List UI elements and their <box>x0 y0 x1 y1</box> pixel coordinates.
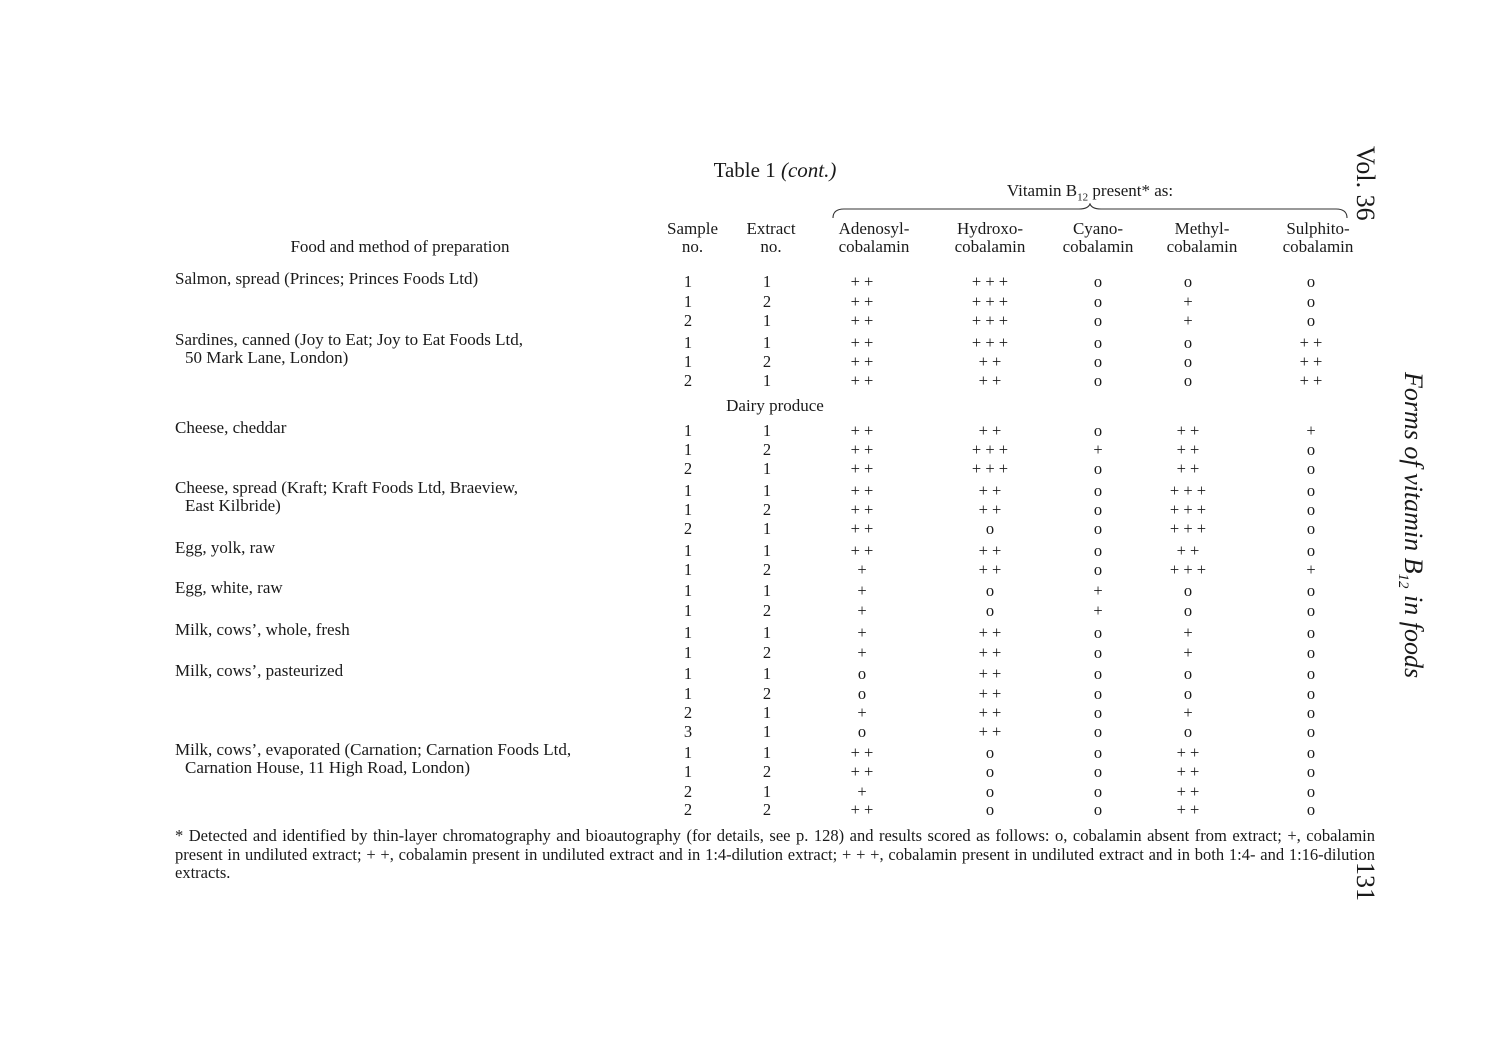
cell-hydroxo: + + <box>978 421 1002 440</box>
header-methyl-line1: Methyl- <box>1174 219 1230 238</box>
header-food: Food and method of preparation <box>290 237 510 256</box>
table-row <box>0 722 1400 742</box>
cell-extract: 1 <box>762 541 772 560</box>
cell-hydroxo: + + + <box>971 440 1009 459</box>
cell-sulphito: o <box>1306 722 1316 741</box>
cell-sulphito: o <box>1306 782 1316 801</box>
cell-methyl: + <box>1183 311 1193 330</box>
cell-adenosyl: + + <box>850 440 874 459</box>
cell-hydroxo: + + <box>978 541 1002 560</box>
cell-hydroxo: + + <box>978 500 1002 519</box>
food-name: Milk, cows’, pasteurized <box>175 661 344 680</box>
cell-cyano: o <box>1093 623 1103 642</box>
food-name: Cheese, spread (Kraft; Kraft Foods Ltd, Braeview, <box>175 478 519 497</box>
table-footnote: * Detected and identified by thin-layer chromatography and bioautography (for details, see p. 128) and results scored as follows: o, cobalamin absent from extract; +, cobalamin present in undiluted extract; + +, cobalamin present in undiluted extract and in 1:4-dilution extract; + + +, cobalamin present in undiluted extract and in both 1:4- and 1:16-dilution extracts. <box>175 826 1375 882</box>
section-dairy-produce: Dairy produce <box>726 396 824 415</box>
cell-cyano: o <box>1093 481 1103 500</box>
cell-sample: 2 <box>683 703 693 722</box>
table-row <box>0 782 1400 802</box>
table-row <box>0 519 1400 539</box>
cell-cyano: o <box>1093 500 1103 519</box>
cell-adenosyl: + <box>857 623 867 642</box>
header-cyano <box>1050 220 1146 256</box>
cell-methyl: + + <box>1176 782 1200 801</box>
cell-extract: 2 <box>762 684 772 703</box>
cell-hydroxo: + + + <box>971 272 1009 291</box>
cell-sample: 1 <box>683 560 693 579</box>
cell-hydroxo: + + <box>978 684 1002 703</box>
cell-hydroxo: + + + <box>971 459 1009 478</box>
table-title <box>660 158 890 183</box>
cell-adenosyl: + <box>857 782 867 801</box>
cell-extract: 1 <box>762 782 772 801</box>
cell-adenosyl: + + <box>850 519 874 538</box>
cell-sulphito: o <box>1306 684 1316 703</box>
cell-sulphito: o <box>1306 762 1316 781</box>
running-title-sub: 12 <box>1394 573 1411 589</box>
table-row <box>0 601 1400 621</box>
header-extract-line1: Extract <box>746 219 796 238</box>
cell-hydroxo: + + + <box>971 333 1009 352</box>
table-row <box>0 643 1400 663</box>
cell-methyl: + + <box>1176 743 1200 762</box>
cell-sulphito: o <box>1306 459 1316 478</box>
running-head-volume: Vol. 36 <box>1351 146 1380 221</box>
cell-sample: 1 <box>683 481 693 500</box>
header-methyl-line2: cobalamin <box>1166 237 1238 256</box>
cell-extract: 1 <box>762 703 772 722</box>
cell-extract: 1 <box>762 272 772 291</box>
cell-cyano: o <box>1093 643 1103 662</box>
cell-sulphito: + <box>1306 421 1316 440</box>
cell-adenosyl: + <box>857 581 867 600</box>
table-row <box>0 538 1400 561</box>
cell-sulphito: o <box>1306 272 1316 291</box>
table-row <box>0 500 1400 520</box>
cell-cyano: o <box>1093 762 1103 781</box>
cell-adenosyl: o <box>857 722 867 741</box>
cell-adenosyl: + + <box>850 292 874 311</box>
cell-adenosyl: + + <box>850 743 874 762</box>
cell-sample: 1 <box>683 500 693 519</box>
food-name: Cheese, cheddar <box>175 418 287 437</box>
cell-sulphito: o <box>1306 800 1316 819</box>
table-row <box>0 762 1400 782</box>
header-extract-line2: no. <box>760 237 782 256</box>
cell-hydroxo: + + + <box>971 311 1009 330</box>
cell-sulphito: o <box>1306 743 1316 762</box>
cell-methyl: + + <box>1176 440 1200 459</box>
cell-methyl: + <box>1183 643 1193 662</box>
cell-sulphito: o <box>1306 440 1316 459</box>
cell-cyano: o <box>1093 722 1103 741</box>
cell-methyl: o <box>1183 333 1193 352</box>
cell-adenosyl: + <box>857 601 867 620</box>
table-row <box>0 620 1400 643</box>
table-title-text: Table 1 <box>713 158 776 182</box>
cell-sample: 1 <box>683 333 693 352</box>
cell-hydroxo: + + <box>978 352 1002 371</box>
cell-cyano: o <box>1093 560 1103 579</box>
cell-adenosyl: o <box>857 684 867 703</box>
cell-sulphito: + + <box>1299 333 1323 352</box>
cell-methyl: o <box>1183 684 1193 703</box>
cell-sample: 1 <box>683 762 693 781</box>
cell-adenosyl: + + <box>850 481 874 500</box>
cell-methyl: + + <box>1176 459 1200 478</box>
cell-methyl: + + <box>1176 762 1200 781</box>
cell-sulphito: + <box>1306 560 1316 579</box>
cell-sample: 1 <box>683 664 693 683</box>
cell-adenosyl: + + <box>850 272 874 291</box>
cell-cyano: o <box>1093 703 1103 722</box>
cell-sample: 1 <box>683 272 693 291</box>
cell-methyl: + + + <box>1169 519 1207 538</box>
cell-sulphito: o <box>1306 481 1316 500</box>
cell-adenosyl: + + <box>850 352 874 371</box>
cell-cyano: o <box>1093 292 1103 311</box>
cell-extract: 2 <box>762 800 772 819</box>
cell-extract: 1 <box>762 371 772 390</box>
cell-hydroxo: + + <box>978 371 1002 390</box>
cell-adenosyl: + <box>857 703 867 722</box>
table-row <box>0 703 1400 723</box>
cell-methyl: + <box>1183 292 1193 311</box>
cell-hydroxo: o <box>985 800 995 819</box>
table-row <box>0 418 1400 441</box>
cell-extract: 1 <box>762 722 772 741</box>
cell-hydroxo: + + <box>978 560 1002 579</box>
running-title-pre: Forms of vitamin B <box>1399 372 1428 574</box>
cell-methyl: o <box>1183 371 1193 390</box>
cell-adenosyl: o <box>857 664 867 683</box>
cell-extract: 2 <box>762 292 772 311</box>
header-hydroxo-line1: Hydroxo- <box>956 219 1024 238</box>
cell-adenosyl: + + <box>850 371 874 390</box>
cell-sulphito: o <box>1306 541 1316 560</box>
cell-hydroxo: + + <box>978 703 1002 722</box>
cell-extract: 2 <box>762 440 772 459</box>
cell-sulphito: o <box>1306 703 1316 722</box>
table-row <box>0 661 1400 684</box>
cell-cyano: o <box>1093 743 1103 762</box>
header-methyl <box>1152 220 1252 256</box>
cell-extract: 1 <box>762 333 772 352</box>
table-row <box>0 684 1400 704</box>
cell-methyl: o <box>1183 581 1193 600</box>
table-row <box>0 560 1400 580</box>
cell-cyano: o <box>1093 800 1103 819</box>
food-name: Sardines, canned (Joy to Eat; Joy to Eat Foods Ltd, <box>175 330 523 349</box>
cell-sample: 1 <box>683 292 693 311</box>
cell-sulphito: o <box>1306 601 1316 620</box>
cell-adenosyl: + + <box>850 800 874 819</box>
cell-sulphito: o <box>1306 623 1316 642</box>
cell-hydroxo: + + <box>978 664 1002 683</box>
cell-sample: 1 <box>683 581 693 600</box>
running-title-post: in foods <box>1399 588 1428 679</box>
table-row <box>0 311 1400 331</box>
table-row <box>0 269 1400 292</box>
cell-adenosyl: + + <box>850 311 874 330</box>
cell-adenosyl: + + <box>850 762 874 781</box>
cell-sulphito: + + <box>1299 371 1323 390</box>
cell-cyano: o <box>1093 519 1103 538</box>
cell-hydroxo: + + + <box>971 292 1009 311</box>
cell-cyano: o <box>1093 311 1103 330</box>
cell-methyl: + + <box>1176 421 1200 440</box>
cell-extract: 2 <box>762 762 772 781</box>
cell-extract: 1 <box>762 421 772 440</box>
cell-methyl: o <box>1183 664 1193 683</box>
cell-hydroxo: o <box>985 519 995 538</box>
cell-sample: 2 <box>683 782 693 801</box>
cell-methyl: o <box>1183 722 1193 741</box>
table-title-suffix: (cont.) <box>780 158 837 182</box>
cell-sample: 1 <box>683 421 693 440</box>
food-name-continuation: Carnation House, 11 High Road, London) <box>185 758 471 777</box>
cell-sample: 1 <box>683 352 693 371</box>
cell-extract: 2 <box>762 352 772 371</box>
group-header-post: present* as: <box>1088 181 1174 200</box>
cell-sulphito: + + <box>1299 352 1323 371</box>
cell-extract: 1 <box>762 623 772 642</box>
table-row <box>0 740 1400 763</box>
header-cyano-line2: cobalamin <box>1062 237 1134 256</box>
cell-cyano: + <box>1093 601 1103 620</box>
cell-methyl: o <box>1183 352 1193 371</box>
vitamin-group-header <box>830 181 1350 203</box>
cell-hydroxo: o <box>985 762 995 781</box>
cell-cyano: o <box>1093 371 1103 390</box>
cell-extract: 1 <box>762 743 772 762</box>
group-header-sub: 12 <box>1077 191 1089 204</box>
cell-sulphito: o <box>1306 664 1316 683</box>
cell-extract: 1 <box>762 311 772 330</box>
cell-extract: 1 <box>762 664 772 683</box>
cell-sulphito: o <box>1306 581 1316 600</box>
cell-cyano: o <box>1093 421 1103 440</box>
cell-hydroxo: + + <box>978 643 1002 662</box>
cell-hydroxo: o <box>985 782 995 801</box>
cell-sulphito: o <box>1306 311 1316 330</box>
cell-adenosyl: + + <box>850 541 874 560</box>
cell-adenosyl: + <box>857 643 867 662</box>
header-sulphito-line2: cobalamin <box>1282 237 1354 256</box>
cell-adenosyl: + + <box>850 459 874 478</box>
cell-extract: 2 <box>762 643 772 662</box>
header-sample-line2: no. <box>681 237 704 256</box>
cell-sample: 3 <box>683 722 693 741</box>
table-row <box>0 459 1400 479</box>
table-row <box>0 292 1400 312</box>
table-row <box>0 478 1400 501</box>
cell-cyano: o <box>1093 352 1103 371</box>
header-extract <box>732 220 810 256</box>
header-adenosyl <box>822 220 926 256</box>
table-row <box>0 578 1400 601</box>
cell-hydroxo: + + <box>978 623 1002 642</box>
cell-adenosyl: + + <box>850 333 874 352</box>
running-head-title <box>1394 372 1428 678</box>
cell-cyano: o <box>1093 782 1103 801</box>
table-row <box>0 352 1400 372</box>
header-sample <box>655 220 730 256</box>
group-header-pre: Vitamin B <box>1006 181 1078 200</box>
cell-sample: 1 <box>683 623 693 642</box>
cell-sample: 1 <box>683 440 693 459</box>
food-name: Milk, cows’, whole, fresh <box>175 620 350 639</box>
cell-cyano: o <box>1093 541 1103 560</box>
cell-methyl: + <box>1183 703 1193 722</box>
cell-methyl: + + + <box>1169 500 1207 519</box>
food-name: Egg, white, raw <box>175 578 283 597</box>
cell-extract: 1 <box>762 459 772 478</box>
header-sample-line1: Sample <box>667 219 718 238</box>
cell-sample: 1 <box>683 684 693 703</box>
cell-sample: 2 <box>683 371 693 390</box>
food-name: Milk, cows’, evaporated (Carnation; Carnation Foods Ltd, <box>175 740 572 759</box>
cell-methyl: + + + <box>1169 481 1207 500</box>
cell-cyano: o <box>1093 459 1103 478</box>
cell-methyl: + + <box>1176 800 1200 819</box>
cell-sample: 2 <box>683 459 693 478</box>
page-number: 131 <box>1351 862 1380 901</box>
cell-extract: 2 <box>762 560 772 579</box>
table-row <box>0 371 1400 391</box>
cell-cyano: o <box>1093 272 1103 291</box>
cell-extract: 1 <box>762 581 772 600</box>
cell-sulphito: o <box>1306 292 1316 311</box>
cell-sample: 2 <box>683 800 693 819</box>
food-name-continuation: 50 Mark Lane, London) <box>185 348 349 367</box>
cell-cyano: o <box>1093 664 1103 683</box>
cell-methyl: + <box>1183 623 1193 642</box>
cell-adenosyl: + + <box>850 500 874 519</box>
cell-methyl: + + <box>1176 541 1200 560</box>
cell-sample: 1 <box>683 541 693 560</box>
cell-sulphito: o <box>1306 519 1316 538</box>
cell-hydroxo: o <box>985 581 995 600</box>
header-sulphito <box>1268 220 1368 256</box>
table-row <box>0 330 1400 353</box>
cell-sample: 2 <box>683 519 693 538</box>
cell-cyano: o <box>1093 684 1103 703</box>
header-adenosyl-line1: Adenosyl- <box>838 219 910 238</box>
header-adenosyl-line2: cobalamin <box>838 237 910 256</box>
table-row <box>0 440 1400 460</box>
cell-cyano: + <box>1093 440 1103 459</box>
cell-methyl: + + + <box>1169 560 1207 579</box>
cell-hydroxo: + + <box>978 481 1002 500</box>
cell-sample: 1 <box>683 743 693 762</box>
column-group-brace <box>830 203 1350 219</box>
food-name: Egg, yolk, raw <box>175 538 276 557</box>
cell-methyl: o <box>1183 272 1193 291</box>
cell-sample: 2 <box>683 311 693 330</box>
cell-extract: 1 <box>762 481 772 500</box>
cell-hydroxo: o <box>985 601 995 620</box>
header-cyano-line1: Cyano- <box>1072 219 1124 238</box>
table-row <box>0 800 1400 820</box>
cell-hydroxo: o <box>985 743 995 762</box>
food-name-continuation: East Kilbride) <box>185 496 281 515</box>
cell-sample: 1 <box>683 643 693 662</box>
cell-sample: 1 <box>683 601 693 620</box>
cell-hydroxo: + + <box>978 722 1002 741</box>
header-hydroxo <box>940 220 1040 256</box>
food-name: Salmon, spread (Princes; Princes Foods Ltd) <box>175 269 479 288</box>
cell-cyano: o <box>1093 333 1103 352</box>
cell-sulphito: o <box>1306 500 1316 519</box>
cell-methyl: o <box>1183 601 1193 620</box>
cell-cyano: + <box>1093 581 1103 600</box>
cell-sulphito: o <box>1306 643 1316 662</box>
cell-extract: 2 <box>762 500 772 519</box>
cell-extract: 2 <box>762 601 772 620</box>
header-sulphito-line1: Sulphito- <box>1286 219 1350 238</box>
cell-adenosyl: + <box>857 560 867 579</box>
cell-adenosyl: + + <box>850 421 874 440</box>
header-hydroxo-line2: cobalamin <box>954 237 1026 256</box>
cell-extract: 1 <box>762 519 772 538</box>
